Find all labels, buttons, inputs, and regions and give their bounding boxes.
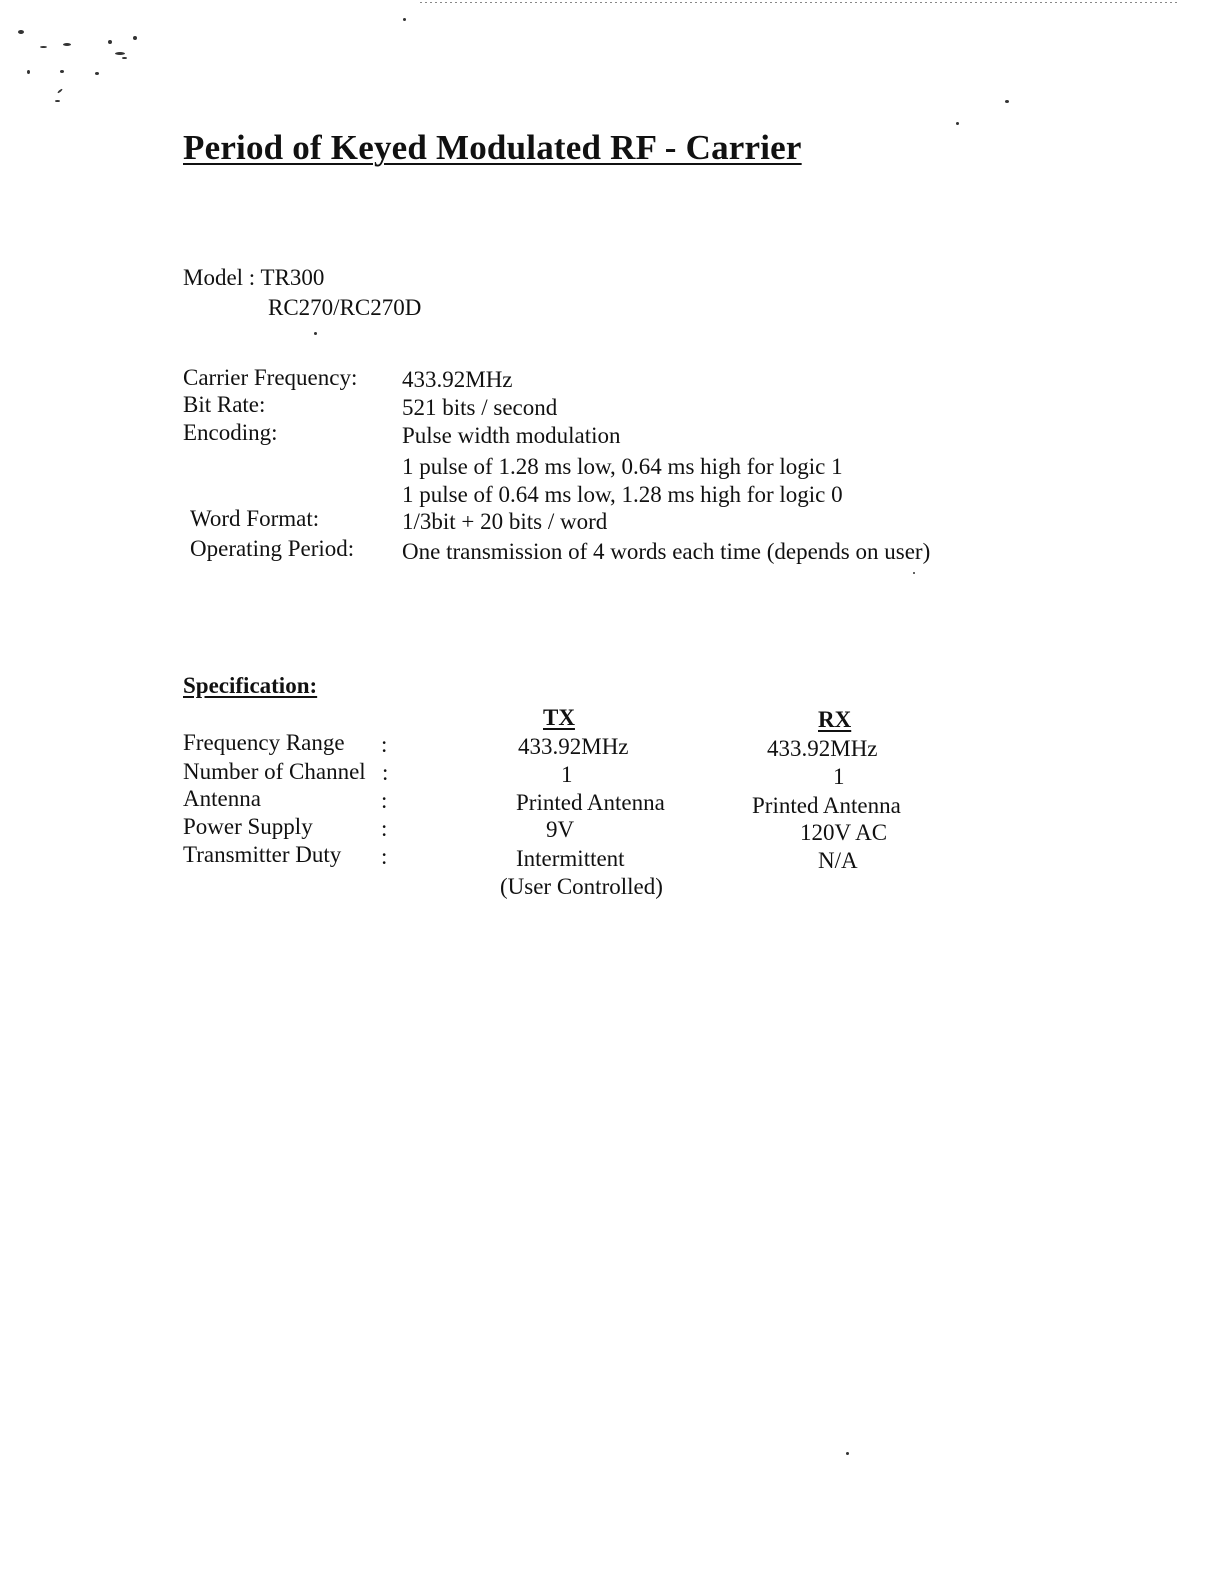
- spec-label: Power Supply: [183, 814, 313, 839]
- spec-colon: :: [382, 760, 389, 785]
- param-value-carrier-frequency: 433.92MHz: [402, 367, 513, 392]
- param-label-encoding: Encoding:: [183, 420, 278, 445]
- spec-rx-value: 433.92MHz: [767, 736, 878, 761]
- param-value-logic-1: 1 pulse of 1.28 ms low, 0.64 ms high for logic 1: [402, 454, 843, 479]
- param-value-word-format: 1/3bit + 20 bits / word: [402, 509, 608, 534]
- spec-tx-value: Printed Antenna: [516, 790, 665, 815]
- spec-rx-value: 120V AC: [800, 820, 888, 845]
- param-label-word-format: Word Format:: [190, 506, 320, 531]
- spec-tx-value: 1: [561, 762, 573, 787]
- model-line-2: RC270/RC270D: [268, 295, 422, 320]
- spec-label: Antenna: [183, 786, 261, 811]
- spec-label: Frequency Range: [183, 730, 345, 755]
- spec-colon: :: [381, 816, 388, 841]
- spec-label: Number of Channel: [183, 759, 366, 784]
- param-value-encoding: Pulse width modulation: [402, 423, 621, 448]
- rx-column-header: RX: [818, 707, 852, 732]
- param-value-operating-period: One transmission of 4 words each time (depends on user): [402, 539, 931, 564]
- spec-tx-value: Intermittent: [516, 846, 625, 871]
- spec-colon: :: [381, 844, 388, 869]
- param-label-operating-period: Operating Period:: [190, 536, 355, 561]
- tx-column-header: TX: [543, 705, 575, 730]
- param-value-logic-0: 1 pulse of 0.64 ms low, 1.28 ms high for logic 0: [402, 482, 843, 507]
- page-title: Period of Keyed Modulated RF - Carrier: [183, 128, 802, 167]
- spec-rx-value: Printed Antenna: [752, 793, 901, 818]
- spec-colon: :: [381, 788, 388, 813]
- spec-rx-value: N/A: [818, 848, 858, 873]
- spec-colon: :: [381, 732, 388, 757]
- spec-tx-note: (User Controlled): [500, 874, 663, 899]
- param-label-carrier-frequency: Carrier Frequency:: [183, 365, 358, 390]
- param-label-bit-rate: Bit Rate:: [183, 392, 266, 417]
- specification-heading: Specification:: [183, 673, 318, 698]
- spec-rx-value: 1: [833, 764, 845, 789]
- model-label: Model : TR300: [183, 265, 325, 290]
- spec-label: Transmitter Duty: [183, 842, 342, 867]
- spec-tx-value: 433.92MHz: [518, 734, 629, 759]
- spec-tx-value: 9V: [546, 817, 575, 842]
- param-value-bit-rate: 521 bits / second: [402, 395, 558, 420]
